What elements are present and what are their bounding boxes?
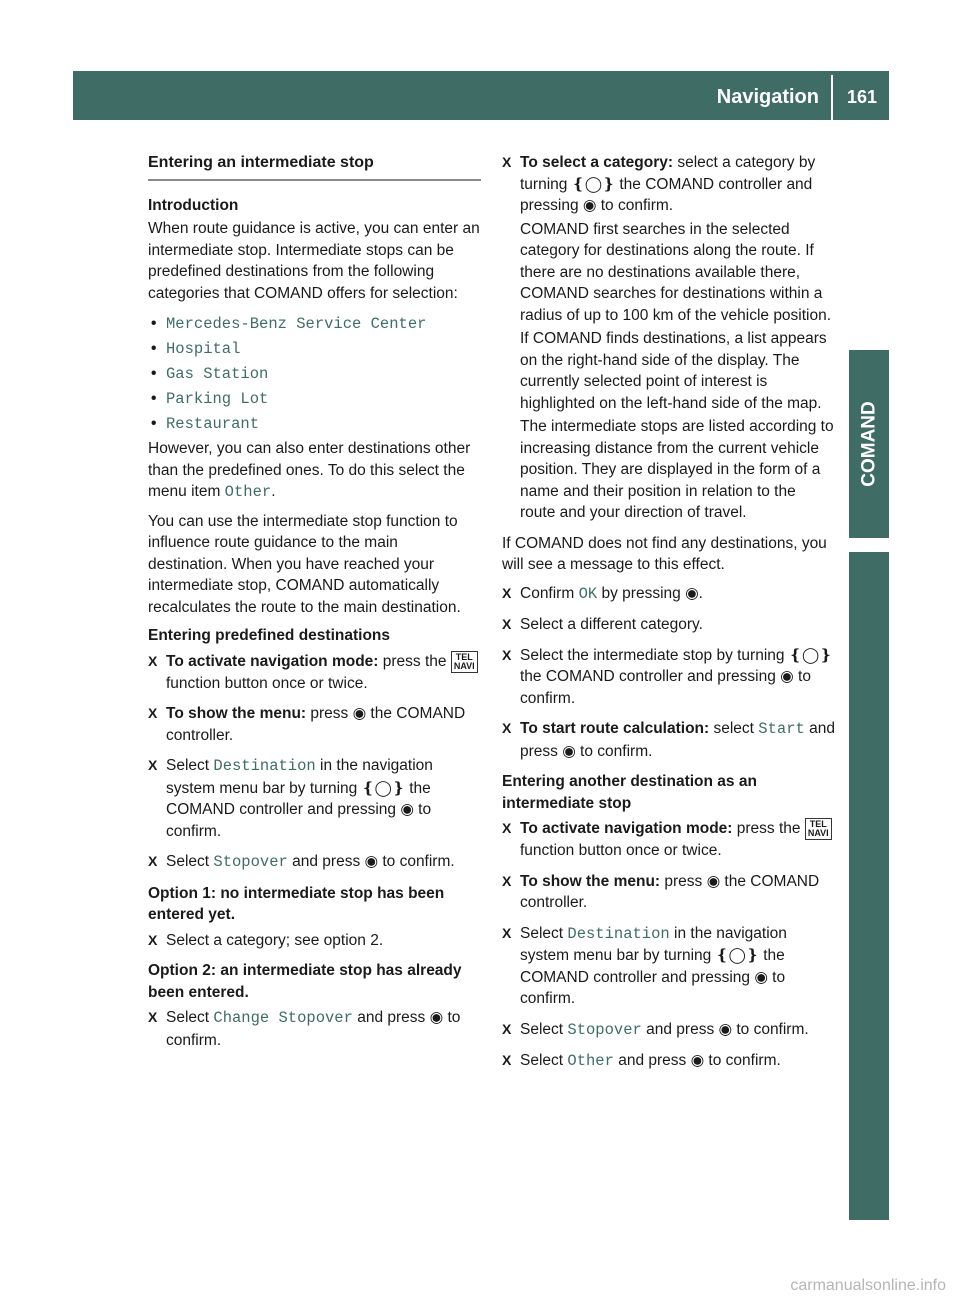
press-controller-icon: ◉ bbox=[400, 801, 414, 818]
bullet-icon: • bbox=[151, 390, 157, 407]
section-title: Navigation bbox=[716, 86, 819, 108]
bullet-icon: • bbox=[151, 315, 157, 332]
step: X To activate navigation mode: press the TEL NAVI function button once or twice. bbox=[148, 651, 481, 695]
step: X Select a different category. bbox=[502, 614, 835, 636]
step-marker-icon: X bbox=[502, 924, 512, 941]
menu-item-stopover: Stopover bbox=[567, 1020, 642, 1039]
navi-button-icon: TEL NAVI bbox=[451, 651, 478, 673]
menu-item-stopover: Stopover bbox=[213, 853, 288, 871]
list-item: • Parking Lot bbox=[148, 386, 481, 411]
step: X To select a category: select a category by turning ❴◯❵ the COMAND controller and pressing ◉ to confirm. COMAND first searches in the selected category for destinations along the route. If there are no destinations available there, COMAND searches for destinations within a radius of up to 100 km of the vehicle position. If COMAND finds destinations, a list appears on the right-hand side of the display. The currently selected point of interest is highlighted on the left-hand side of the map. The intermediate stops are listed according to increasing distance from the current vehicle position. They are displayed in the form of a name and their position in relation to the route and your direction of travel. bbox=[502, 152, 835, 524]
influence-text: You can use the intermediate stop function to influence route guidance to the main destination. When you have reached your intermediate stop, COMAND automatically recalculates the route to the main destination. bbox=[148, 512, 461, 616]
step: X To show the menu: press ◉ the COMAND controller. bbox=[148, 705, 466, 744]
step-marker-icon: X bbox=[502, 154, 512, 170]
step: X Select Stopover and press ◉ to confirm. bbox=[502, 1020, 809, 1039]
step-note: If COMAND finds destinations, a list appears on the right-hand side of the display. The currently selected point of interest is highlighted on the left-hand side of the map. bbox=[520, 330, 827, 412]
step-note: COMAND first searches in the selected category for destinations along the route. If there are no destinations available there, COMAND searches for destinations within a radius of up to 100 km of the vehicle position. bbox=[520, 220, 832, 324]
step: X Select Change Stopover and press ◉ to confirm. bbox=[148, 1009, 461, 1049]
predef-heading: Entering predefined destinations bbox=[148, 627, 390, 644]
step-marker-icon: X bbox=[148, 652, 158, 669]
list-item: • Gas Station bbox=[148, 361, 481, 386]
press-controller-icon: ◉ bbox=[780, 668, 794, 685]
menu-item-change-stopover: Change Stopover bbox=[213, 1009, 353, 1027]
step: X Select Other and press ◉ to confirm. bbox=[502, 1052, 781, 1070]
bullet-icon: • bbox=[151, 415, 157, 432]
step-marker-icon: X bbox=[148, 931, 158, 948]
category-list bbox=[148, 311, 481, 436]
list-item: • Mercedes-Benz Service Center bbox=[148, 311, 481, 336]
menu-item-ok: OK bbox=[578, 584, 598, 603]
intro-text: When route guidance is active, you can enter an intermediate stop. Intermediate stops can be predefined destinations from the following categories that COMAND offers for selection: bbox=[148, 220, 480, 302]
press-controller-icon: ◉ bbox=[685, 584, 699, 602]
left-column bbox=[148, 152, 481, 1060]
step: X Select Stopover and press ◉ to confirm. bbox=[148, 853, 455, 871]
side-block bbox=[849, 552, 889, 1220]
page-title: Entering an intermediate stop bbox=[148, 152, 481, 181]
step-marker-icon: X bbox=[502, 646, 512, 663]
step: X To show the menu: press ◉ the COMAND controller. bbox=[502, 872, 820, 911]
side-tab bbox=[849, 350, 889, 538]
other-text: However, you can also enter destinations other than the predefined ones. To do this select the menu item Other. bbox=[148, 440, 471, 501]
press-controller-icon: ◉ bbox=[718, 1020, 733, 1038]
press-controller-icon: ◉ bbox=[429, 1009, 444, 1026]
step: X Select a category; see option 2. bbox=[148, 930, 481, 952]
bullet-icon: • bbox=[151, 340, 157, 357]
menu-item-destination: Destination bbox=[213, 757, 316, 775]
step-marker-icon: X bbox=[502, 616, 512, 632]
press-controller-icon: ◉ bbox=[706, 872, 721, 890]
intro-heading: Introduction bbox=[148, 196, 239, 214]
option1-heading: Option 1: no intermediate stop has been entered yet. bbox=[148, 884, 445, 923]
another-heading: Entering another destination as an intermediate stop bbox=[502, 773, 757, 812]
press-controller-icon: ◉ bbox=[562, 742, 576, 760]
bullet-icon: • bbox=[151, 365, 157, 382]
turn-controller-icon: ❴◯❵ bbox=[361, 779, 405, 797]
header-bar bbox=[73, 71, 889, 120]
step-marker-icon: X bbox=[148, 705, 158, 721]
side-tab-label: COMAND bbox=[858, 401, 880, 487]
step: X Select the intermediate stop by turning ❴◯❵ the COMAND controller and pressing ◉ to confirm. bbox=[502, 646, 833, 707]
step: X To start route calculation: select Start and press ◉ to confirm. bbox=[502, 720, 835, 760]
notfound-text: If COMAND does not find any destinations, you will see a message to this effect. bbox=[502, 534, 827, 573]
turn-controller-icon: ❴◯❵ bbox=[788, 646, 833, 664]
step-marker-icon: X bbox=[148, 853, 158, 869]
navi-button-icon: TEL NAVI bbox=[805, 818, 832, 840]
step-marker-icon: X bbox=[502, 1052, 512, 1068]
step-marker-icon: X bbox=[148, 1009, 158, 1025]
list-item: • Hospital bbox=[148, 336, 481, 361]
menu-item-other: Other bbox=[567, 1052, 614, 1070]
step: X Select Destination in the navigation system menu bar by turning ❴◯❵ the COMAND controller and pressing ◉ to confirm. bbox=[148, 757, 433, 840]
watermark: carmanualsonline.info bbox=[790, 1276, 946, 1294]
step-marker-icon: X bbox=[502, 820, 512, 836]
header-divider bbox=[831, 75, 833, 120]
right-column bbox=[502, 152, 835, 1082]
list-item: • Restaurant bbox=[148, 411, 481, 436]
step: X Select Destination in the navigation system menu bar by turning ❴◯❵ the COMAND controller and pressing ◉ to confirm. bbox=[502, 924, 787, 1007]
step-note: The intermediate stops are listed according to increasing distance from the current vehicle position. They are displayed in the form of a name and their position in relation to the route and your direction of travel. bbox=[520, 418, 834, 521]
press-controller-icon: ◉ bbox=[754, 968, 768, 986]
step: X Confirm OK by pressing ◉. bbox=[502, 584, 703, 603]
step: X To activate navigation mode: press the TEL NAVI function button once or twice. bbox=[502, 818, 835, 862]
menu-item-start: Start bbox=[758, 720, 805, 738]
press-controller-icon: ◉ bbox=[690, 1052, 705, 1069]
turn-controller-icon: ❴◯❵ bbox=[715, 947, 759, 964]
step-marker-icon: X bbox=[502, 872, 512, 889]
press-controller-icon: ◉ bbox=[364, 853, 379, 870]
press-controller-icon: ◉ bbox=[352, 705, 367, 722]
step-marker-icon: X bbox=[502, 1020, 512, 1037]
press-controller-icon: ◉ bbox=[582, 197, 597, 214]
turn-controller-icon: ❴◯❵ bbox=[571, 175, 616, 193]
option2-heading: Option 2: an intermediate stop has already been entered. bbox=[148, 962, 462, 1001]
step-marker-icon: X bbox=[502, 584, 512, 601]
step-marker-icon: X bbox=[148, 757, 158, 773]
menu-item-other: Other bbox=[224, 483, 272, 501]
step-marker-icon: X bbox=[502, 720, 512, 736]
menu-item-destination: Destination bbox=[567, 924, 670, 943]
page-number: 161 bbox=[846, 87, 878, 107]
